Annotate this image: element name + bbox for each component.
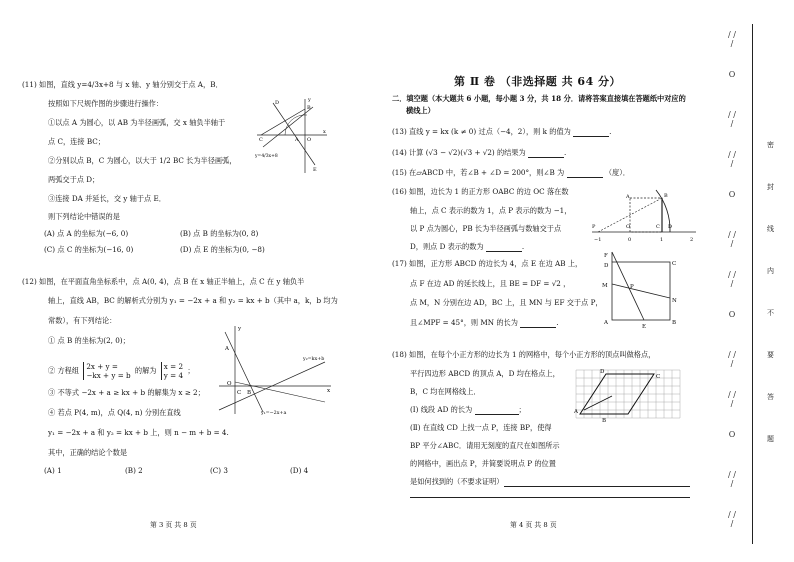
- binding-strip-dash: / / /: [728, 510, 736, 528]
- q16-answer-blank[interactable]: [486, 243, 522, 252]
- binding-strip-char: 线: [767, 225, 774, 233]
- q16-line-d: D，则点 D 表示的数为 .: [410, 242, 525, 251]
- q12-conclusion-4: ④ 若点 P(4, m)，点 Q(4, n) 分别在直线: [48, 408, 181, 417]
- grid-lines: [576, 370, 680, 418]
- binding-strip-dash: / / /: [728, 30, 736, 48]
- q11-figure: [255, 95, 330, 175]
- binding-strip-dash: / / /: [728, 150, 736, 168]
- q12-stem: (12) 如图，在平面直角坐标系中，点 A(0, 4)，点 B 在 x 轴正半轴上，点 C 在 y 轴负半: [22, 277, 305, 286]
- binding-strip: [712, 0, 794, 562]
- binding-strip-char: 答: [767, 393, 774, 401]
- q17-line-c: 点 M，N 分别在边 AD，BC 上，且 MN 与 EF 交于点 P，: [410, 298, 603, 307]
- binding-strip-char: 要: [767, 351, 774, 359]
- q12-conclusion-4b: y₁ = −2x + a 和 y₂ = kx + b 上，则 n − m + b = 4.: [48, 428, 229, 437]
- section-title: 第 Ⅱ 卷 （非选择题 共 64 分）: [454, 75, 622, 88]
- q12-option-b[interactable]: (B) 2: [125, 466, 143, 475]
- binding-strip-dash: O: [728, 310, 736, 319]
- binding-strip-dash: / / /: [728, 350, 736, 368]
- binding-line: [752, 24, 753, 544]
- q17-line-d: 且∠MPF = 45°，则 MN 的长为 .: [410, 318, 559, 327]
- q17-figure: [600, 248, 680, 328]
- fig11-label-d: D: [275, 100, 280, 106]
- q17-line-a: (17) 如图，正方形 ABCD 的边长为 4，点 E 在边 AB 上，: [392, 259, 583, 268]
- fig16-tick-neg1: −1: [594, 237, 602, 243]
- q11-step1: ①以点 A 为圆心，以 AB 为半径画弧，交 x 轴负半轴于: [48, 118, 226, 127]
- binding-strip-dash: O: [728, 430, 736, 439]
- q11-step2b: 两弧交于点 D；: [48, 175, 100, 184]
- section-instructions-b: 横线上）: [406, 106, 435, 115]
- fig11-label-x: x: [323, 129, 326, 135]
- q12-option-d[interactable]: (D) 4: [290, 466, 309, 475]
- q11-intro: 按照如下尺规作图的步骤进行操作：: [48, 99, 164, 108]
- fig17-label-p: P: [630, 284, 634, 290]
- q12-conclusion-2: ② 方程组 2x + y = −kx + y = b 的解为 x = 2 y = 4 ；: [48, 362, 195, 380]
- fig11-label-c: C: [259, 137, 263, 143]
- q18-part2-a: (Ⅱ) 在直线 CD 上找一点 P，连接 BP，使得: [410, 423, 552, 432]
- binding-strip-char: 密: [767, 141, 774, 149]
- q15: (15) 在▱ABCD 中，若∠B + ∠D = 200°，则∠B 为 （度）．: [392, 168, 630, 177]
- fig12-label-y2: y₂=kx+b: [303, 357, 325, 362]
- q13: (13) 直线 y = kx (k ≠ 0) 过点（−4，2），则 k 的值为 .: [392, 127, 612, 136]
- q18-line-a: (18) 如图，在每个小正方形的边长为 1 的网格中，每个小正方形的顶点叫做格点，: [392, 350, 656, 359]
- binding-strip-dash: O: [728, 70, 736, 79]
- q12-option-a[interactable]: (A) 1: [44, 466, 62, 475]
- binding-strip-dash: / / /: [728, 230, 736, 248]
- q18-line-c: B，C 均在网格线上．: [410, 387, 481, 396]
- q11-step3: ③连接 DA 并延长，交 y 轴于点 E．: [48, 194, 166, 203]
- fig11-label-b: B: [307, 105, 311, 111]
- fig12-label-b: B: [247, 390, 252, 396]
- q11-step1b: 点 C，连接 BC；: [48, 137, 105, 146]
- q11-option-a[interactable]: (A) 点 A 的坐标为(−6, 0): [44, 229, 129, 238]
- fig12-label-x: x: [327, 388, 331, 394]
- binding-strip-char: 封: [767, 183, 774, 191]
- fig16-label-b: B: [664, 193, 668, 199]
- fig17-label-c: C: [672, 261, 677, 267]
- q11-option-b[interactable]: (B) 点 B 的坐标为(0, 8): [180, 229, 259, 238]
- q16-figure: [590, 188, 700, 246]
- q11-stem: (11) 如图，直线 y=4/3x+8 与 x 轴、y 轴分别交于点 A，B．: [22, 80, 223, 89]
- q17-answer-blank[interactable]: [520, 319, 556, 328]
- binding-strip-dash: / / /: [728, 470, 736, 488]
- q17-line-b: 点 F 在边 AD 的延长线上，且 BE = DF = √2 ，: [410, 279, 571, 288]
- fig12-label-y1: y₁=−2x+a: [261, 411, 287, 416]
- q11-question: 则下列结论中错误的是: [48, 212, 120, 221]
- q18-line-b: 平行四边形 ABCD 的顶点 A，D 均在格点上，: [410, 369, 560, 378]
- q16-line-b: 轴上，点 C 表示的数为 1，点 P 表示的数为 −1，: [410, 206, 572, 215]
- q14-answer-blank[interactable]: [528, 149, 564, 158]
- q15-answer-blank[interactable]: [567, 169, 603, 178]
- q13-answer-blank[interactable]: [573, 128, 609, 137]
- fig16-label-a: A: [626, 194, 630, 200]
- fig11-equation: y=4/3x+8: [255, 154, 278, 159]
- fig16-tick-2: 2: [690, 237, 694, 243]
- fig17-label-m: M: [602, 283, 608, 289]
- fig12-label-c: C: [237, 390, 242, 396]
- fig12-label-y: y: [238, 326, 242, 332]
- fig16-label-p: P: [592, 224, 596, 230]
- q18-part2-c: 的网格中，画出点 P，并简要说明点 P 的位置: [410, 459, 556, 468]
- left-page-footer: 第 3 页 共 8 页: [150, 521, 197, 529]
- q16-line-c: 以 P 点为圆心，PB 长为半径画弧与数轴交于点: [410, 224, 562, 233]
- q18-answer-line-2[interactable]: [410, 497, 690, 498]
- binding-strip-dash: / / /: [728, 390, 736, 408]
- right-page-footer: 第 4 页 共 8 页: [510, 521, 557, 529]
- fig11-label-a: A: [295, 137, 299, 143]
- q18-answer-line-1[interactable]: [504, 486, 690, 487]
- binding-strip-dash: / / /: [728, 270, 736, 288]
- q11-step2: ②分别以点 B，C 为圆心，以大于 1/2 BC 长为半径画弧，: [48, 156, 237, 165]
- binding-strip-char: 题: [767, 435, 774, 443]
- binding-strip-char: 不: [767, 309, 774, 317]
- q12-conclusion-3: ③ 不等式 −2x + a ≥ kx + b 的解集为 x ≥ 2；: [48, 388, 205, 397]
- fig16-tick-1: 1: [660, 237, 664, 243]
- fig18-label-b: B: [602, 418, 607, 424]
- fig18-label-d: D: [600, 369, 605, 375]
- fig18-label-c: C: [656, 374, 661, 380]
- fig11-label-e: E: [313, 167, 317, 173]
- fig17-label-n: N: [672, 298, 677, 304]
- q12-option-c[interactable]: (C) 3: [210, 466, 228, 475]
- binding-strip-dash: O: [728, 190, 736, 199]
- q18-part2-d: 是如何找到的（不要求证明）: [410, 477, 504, 486]
- q18-part2-b: BP 平分∠ABC．请用无刻度的直尺在如图所示: [410, 441, 560, 450]
- fig18-label-a: A: [574, 409, 578, 415]
- fig11-label-y: y: [308, 97, 311, 103]
- q12-line2: 轴上，直线 AB，BC 的解析式分别为 y₁ = −2x + a 和 y₂ = kx + b（其中 a，k，b 均为: [48, 296, 338, 305]
- q12-line3: 常数），有下列结论：: [48, 316, 117, 325]
- fig17-label-d: D: [604, 263, 609, 269]
- q11-option-c[interactable]: (C) 点 C 的坐标为(−16, 0): [44, 245, 134, 254]
- q18-answer-blank[interactable]: [475, 406, 519, 415]
- q12-question: 其中，正确的结论个数是: [48, 448, 128, 457]
- fig17-label-a: A: [604, 320, 608, 326]
- fig17-label-f: F: [604, 253, 608, 259]
- fig17-label-e: E: [642, 324, 647, 328]
- right-page: [392, 0, 710, 562]
- q18-part1: (Ⅰ) 线段 AD 的长为 ；: [410, 405, 526, 414]
- section-instructions: 二．填空题（本大题共 6 小题，每小题 3 分，共 18 分．请将答案直接填在答题纸中对应的: [392, 94, 686, 103]
- fig12-label-o: O: [227, 381, 232, 387]
- fig16-label-o: O: [626, 224, 631, 230]
- binding-strip-dash: / / /: [728, 110, 736, 128]
- q14: (14) 计算 (√3 − √2)(√3 + √2) 的结果为 .: [392, 148, 567, 157]
- q16-line-a: (16) 如图，边长为 1 的正方形 OABC 的边 OC 落在数: [392, 187, 569, 196]
- q11-option-d[interactable]: (D) 点 E 的坐标为(0, −8): [180, 245, 265, 254]
- fig16-label-c: C: [656, 224, 660, 230]
- fig16-label-d: D: [668, 224, 673, 230]
- binding-strip-char: 内: [767, 267, 774, 275]
- q18-grid-figure: [572, 366, 684, 424]
- left-page: [0, 0, 392, 562]
- fig16-tick-0: 0: [628, 237, 632, 243]
- fig11-label-o: O: [307, 137, 312, 143]
- fig17-label-b: B: [672, 320, 677, 326]
- q12-conclusion-1: ① 点 B 的坐标为(2, 0)；: [48, 336, 130, 345]
- q12-figure: [215, 322, 335, 417]
- fig12-label-a: A: [225, 346, 229, 352]
